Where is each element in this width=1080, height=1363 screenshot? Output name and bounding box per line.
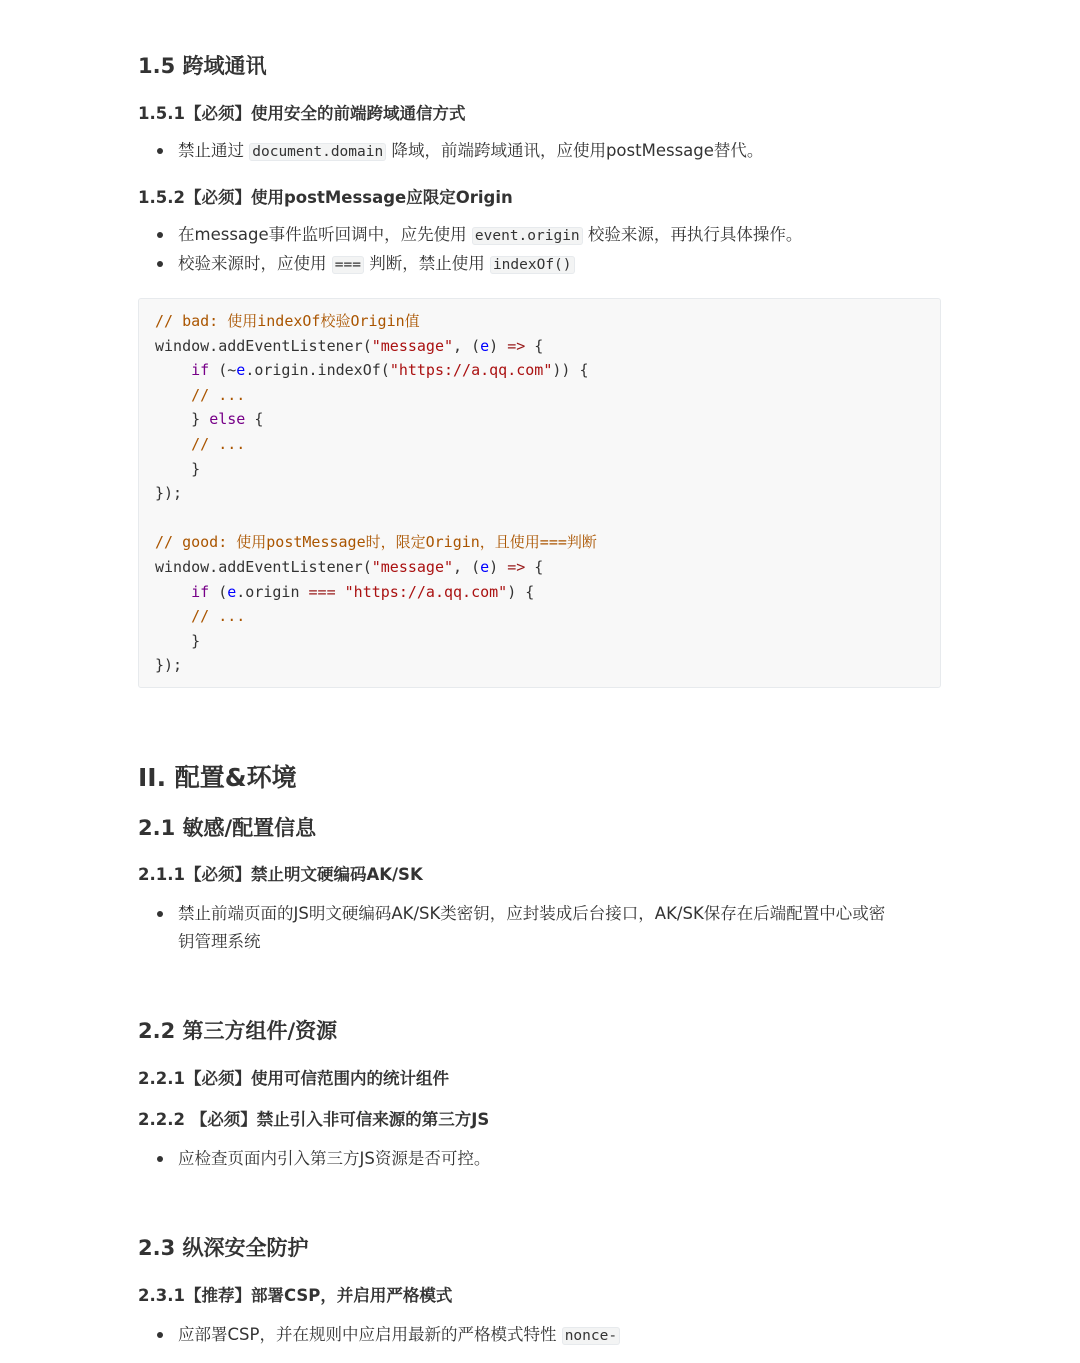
inline-code: === bbox=[332, 256, 364, 274]
section-2-2-heading: 2.2 第三方组件/资源 bbox=[138, 1019, 338, 1043]
code-line: if (~e.origin.indexOf("https://a.qq.com")) { bbox=[191, 361, 589, 380]
rule-2-2-2-list bbox=[155, 1145, 490, 1173]
list-item: 应部署CSP，并在规则中应启用最新的严格模式特性 nonce- bbox=[155, 1321, 620, 1350]
rule-2-2-2-heading: 2.2.2 【必须】禁止引入非可信来源的第三方JS bbox=[138, 1110, 490, 1129]
section-2-3-heading: 2.3 纵深安全防护 bbox=[138, 1236, 309, 1260]
code-comment: // ... bbox=[191, 385, 246, 404]
section-2-1-heading: 2.1 敏感/配置信息 bbox=[138, 816, 317, 840]
rule-1-5-1-list bbox=[155, 137, 763, 166]
code-comment: // bad: 使用indexOf校验Origin值 bbox=[155, 312, 420, 330]
rule-2-3-1-list bbox=[155, 1321, 620, 1350]
code-line: }); bbox=[155, 656, 183, 675]
code-content bbox=[155, 309, 597, 678]
rule-1-5-2-heading: 1.5.2【必须】使用postMessage应限定Origin bbox=[138, 188, 513, 207]
code-line: }); bbox=[155, 484, 183, 503]
list-item: 校验来源时，应使用 === 判断，禁止使用 indexOf() bbox=[155, 250, 802, 279]
code-line: if (e.origin === "https://a.qq.com") { bbox=[191, 582, 535, 601]
inline-code: event.origin bbox=[472, 227, 583, 245]
code-line: window.addEventListener("message", (e) => { bbox=[155, 557, 544, 576]
code-comment: // ... bbox=[191, 607, 246, 626]
code-line: window.addEventListener("message", (e) => { bbox=[155, 336, 544, 355]
list-item: 禁止前端页面的JS明文硬编码AK/SK类密钥，应封装成后台接口，AK/SK保存在后端配置中心或密 钥管理系统 bbox=[155, 900, 885, 956]
part-2-heading: II. 配置&环境 bbox=[138, 763, 297, 792]
inline-code: document.domain bbox=[249, 143, 386, 161]
rule-1-5-1-heading: 1.5.1【必须】使用安全的前端跨域通信方式 bbox=[138, 104, 466, 123]
list-item: 应检查页面内引入第三方JS资源是否可控。 bbox=[155, 1145, 490, 1173]
inline-code: nonce- bbox=[562, 1327, 620, 1345]
code-line: } else { bbox=[191, 410, 264, 429]
code-blank-line bbox=[155, 506, 597, 531]
inline-code: indexOf() bbox=[490, 256, 575, 274]
code-line: } bbox=[191, 631, 201, 650]
code-comment: // good: 使用postMessage时，限定Origin，且使用===判断 bbox=[155, 533, 597, 552]
rule-2-2-1-heading: 2.2.1【必须】使用可信范围内的统计组件 bbox=[138, 1069, 449, 1088]
code-block bbox=[138, 298, 941, 688]
rule-2-3-1-heading: 2.3.1【推荐】部署CSP，并启用严格模式 bbox=[138, 1286, 453, 1305]
code-line: } bbox=[191, 459, 201, 478]
rule-2-1-1-heading: 2.1.1【必须】禁止明文硬编码AK/SK bbox=[138, 865, 423, 884]
list-item: 在message事件监听回调中，应先使用 event.origin 校验来源，再执行具体操作。 bbox=[155, 221, 802, 250]
rule-2-1-1-list bbox=[155, 900, 885, 956]
list-item: 禁止通过 document.domain 降域，前端跨域通讯，应使用postMessage替代。 bbox=[155, 137, 763, 166]
section-1-5-heading: 1.5 跨域通讯 bbox=[138, 54, 267, 78]
rule-1-5-2-list bbox=[155, 221, 802, 279]
code-comment: // ... bbox=[191, 434, 246, 453]
